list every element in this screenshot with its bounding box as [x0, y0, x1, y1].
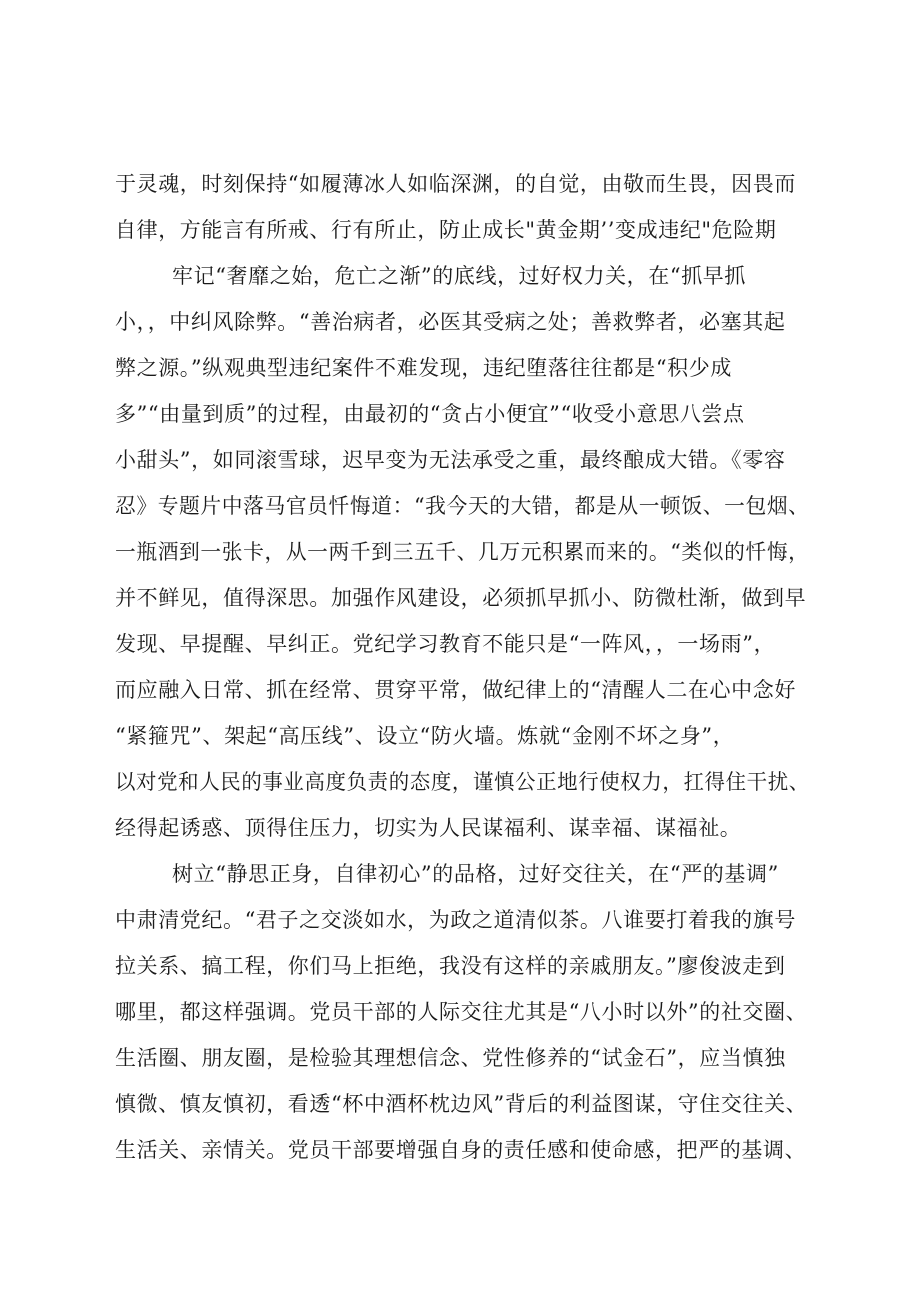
text-line: 经得起诱惑、顶得住压力，切实为人民谋福利、谋幸福、谋福祉。	[115, 816, 742, 840]
text-line: 弊之源。”纵观典型违纪案件不难发现，违纪堕落往往都是“积少成	[115, 356, 732, 380]
text-line: 哪里，都这样强调。党员干部的人际交往尤其是“八小时以外”的社交圈、	[115, 1000, 808, 1024]
text-line: 忍》专题片中落马官员忏悔道：“我今天的大错，都是从一顿饭、一包烟、	[115, 494, 810, 518]
paragraph-first-line: 树立“静思正身，自律初心”的品格，过好交往关，在“严的基调”	[172, 862, 779, 886]
text-line: 以对党和人民的事业高度负责的态度，谨慎公正地行使权力，扛得住干扰、	[115, 770, 810, 794]
text-line: 自律，方能言有所戒、行有所止，防止成长"黄金期’’变成违纪"危险期	[115, 218, 777, 242]
text-line: 慎微、慎友慎初，看透“杯中酒杯枕边风”背后的利益图谋，守住交往关、	[115, 1092, 808, 1116]
text-line: 小甜头”，如同滚雪球，迟早变为无法承受之重，最终酿成大错。《零容	[115, 448, 786, 472]
text-line: 生活关、亲情关。党员干部要增强自身的责任感和使命感，把严的基调、	[115, 1138, 807, 1162]
paragraph-first-line: 牢记“奢靡之始，危亡之渐”的底线，过好权力关，在“抓早抓	[172, 264, 747, 288]
text-line: 多”“由量到质”的过程，由最初的“贪占小便宜”“收受小意思八尝点	[115, 402, 745, 426]
text-line: 发现、早提醒、早纠正。党纪学习教育不能只是“一阵风，，一场雨”，	[115, 632, 776, 656]
text-line: 并不鲜见，值得深思。加强作风建设，必须抓早抓小、防微杜渐，做到早	[115, 586, 807, 610]
text-line: 于灵魂，时刻保持“如履薄冰人如临深渊，的自觉，由敬而生畏，因畏而	[115, 172, 796, 196]
text-line: 小，，中纠风除弊。“善治病者，必医其受病之处；善救弊者，必塞其起	[115, 310, 786, 334]
text-line: 中肃清党纪。“君子之交淡如水，为政之道清似茶。八谁要打着我的旗号	[115, 908, 796, 932]
text-line: 一瓶酒到一张卡，从一两千到三五千、几万元积累而来的。“类似的忏悔，	[115, 540, 810, 564]
text-line: 而应融入日常、抓在经常、贯穿平常，做纪律上的“清醒人二在心中念好	[115, 678, 796, 702]
text-line: “紧箍咒”、架起“高压线”、设立“防火墙。炼就“金刚不坏之身”，	[115, 724, 735, 748]
text-line: 拉关系、搞工程，你们马上拒绝，我没有这样的亲戚朋友。”廖俊波走到	[115, 954, 786, 978]
text-line: 生活圈、朋友圈，是检验其理想信念、党性修养的“试金石”，应当慎独	[115, 1046, 786, 1070]
